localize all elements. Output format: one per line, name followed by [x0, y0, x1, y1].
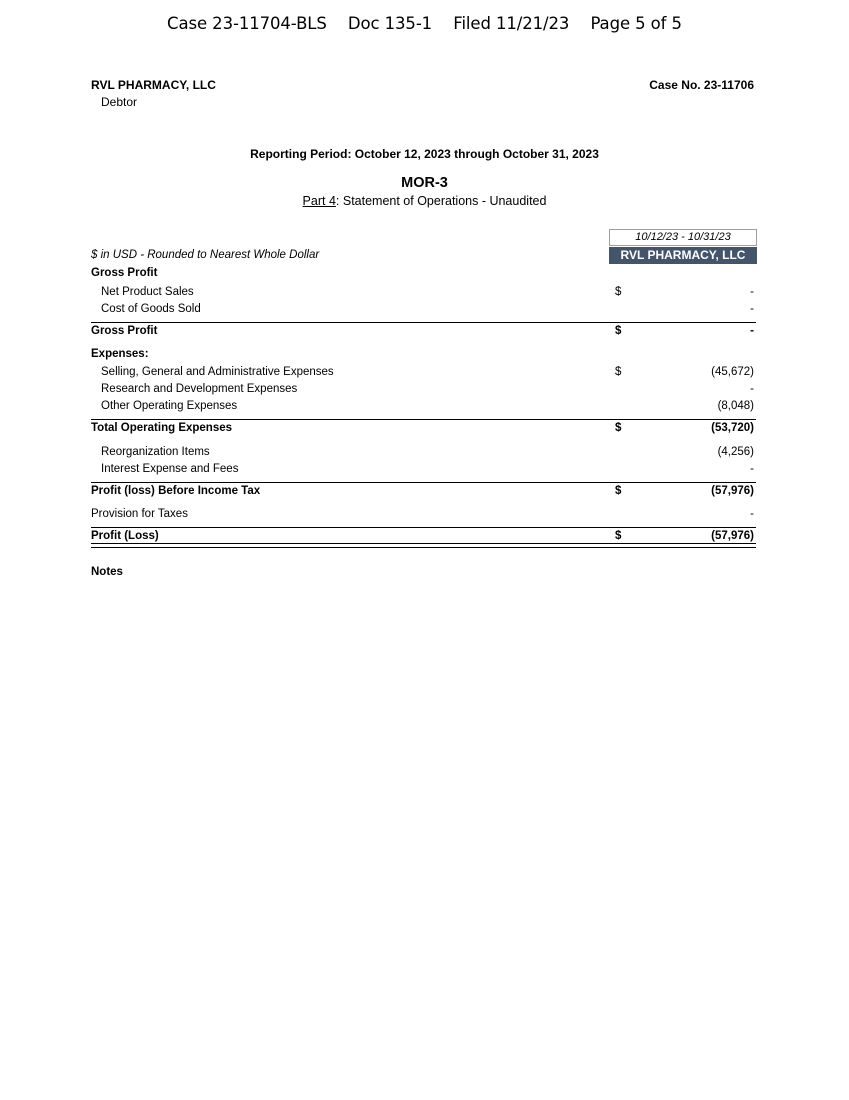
- table-row-total-opex: [91, 419, 756, 437]
- row-label: Reorganization Items: [101, 446, 210, 458]
- row-label: Profit (Loss): [91, 530, 159, 542]
- case-number-header: Case 23-11704-BLS: [167, 14, 327, 33]
- row-label: Net Product Sales: [101, 286, 194, 298]
- court-filing-header: [0, 14, 849, 33]
- reporting-period: Reporting Period: October 12, 2023 through October 31, 2023: [250, 147, 599, 161]
- notes-heading: Notes: [91, 566, 123, 578]
- doc-number-header: Doc 135-1: [347, 14, 433, 33]
- table-row-taxes: [91, 506, 756, 523]
- row-label: Research and Development Expenses: [101, 383, 298, 395]
- row-label: Cost of Goods Sold: [101, 303, 201, 315]
- debtor-role: Debtor: [101, 95, 138, 109]
- row-label: Total Operating Expenses: [91, 422, 233, 434]
- table-row-sga: [91, 364, 756, 381]
- section-expenses: Expenses:: [91, 348, 149, 360]
- row-label: Other Operating Expenses: [101, 400, 238, 412]
- part-description: : Statement of Operations - Unaudited: [335, 194, 547, 208]
- row-label: Gross Profit: [91, 325, 158, 337]
- row-amount: -: [750, 325, 754, 337]
- part-label: Part 4: [302, 194, 336, 208]
- row-label: Interest Expense and Fees: [101, 463, 239, 475]
- row-label: Selling, General and Administrative Expenses: [101, 366, 334, 378]
- row-label: Profit (loss) Before Income Tax: [91, 485, 261, 497]
- row-currency: $: [615, 422, 622, 434]
- table-row-cogs: [91, 301, 756, 318]
- row-label: Provision for Taxes: [91, 508, 188, 520]
- row-amount: -: [750, 508, 754, 520]
- row-amount: (4,256): [717, 446, 754, 458]
- table-row-gross-profit: [91, 322, 756, 340]
- row-amount: -: [750, 383, 754, 395]
- row-amount: (8,048): [717, 400, 754, 412]
- double-underline: [91, 543, 756, 548]
- page-number-header: Page 5 of 5: [590, 14, 682, 33]
- section-gross-profit: Gross Profit: [91, 267, 158, 279]
- units-note: $ in USD - Rounded to Nearest Whole Dollar: [91, 249, 320, 261]
- row-amount: -: [750, 286, 754, 298]
- table-row-interest: [91, 461, 756, 478]
- table-row-other-opex: [91, 398, 756, 415]
- row-amount: -: [750, 463, 754, 475]
- row-currency: $: [615, 325, 622, 337]
- row-currency: $: [615, 485, 622, 497]
- case-number: Case No. 23-11706: [649, 78, 754, 92]
- table-row-profit-before-tax: [91, 482, 756, 500]
- column-entity-header: RVL PHARMACY, LLC: [609, 247, 757, 264]
- table-row-rnd: [91, 381, 756, 398]
- row-amount: (57,976): [711, 530, 754, 542]
- column-period-header: 10/12/23 - 10/31/23: [609, 229, 757, 246]
- row-amount: (45,672): [711, 366, 754, 378]
- debtor-name: RVL PHARMACY, LLC: [91, 78, 216, 92]
- part-title: [0, 194, 849, 208]
- row-currency: $: [615, 366, 622, 378]
- row-amount: (57,976): [711, 485, 754, 497]
- table-row-reorg: [91, 444, 756, 461]
- filed-date-header: Filed 11/21/23: [453, 14, 570, 33]
- table-row-net-product-sales: [91, 284, 756, 301]
- row-currency: $: [615, 530, 622, 542]
- row-amount: -: [750, 303, 754, 315]
- row-amount: (53,720): [711, 422, 754, 434]
- form-title: MOR-3: [401, 175, 448, 191]
- row-currency: $: [615, 286, 622, 298]
